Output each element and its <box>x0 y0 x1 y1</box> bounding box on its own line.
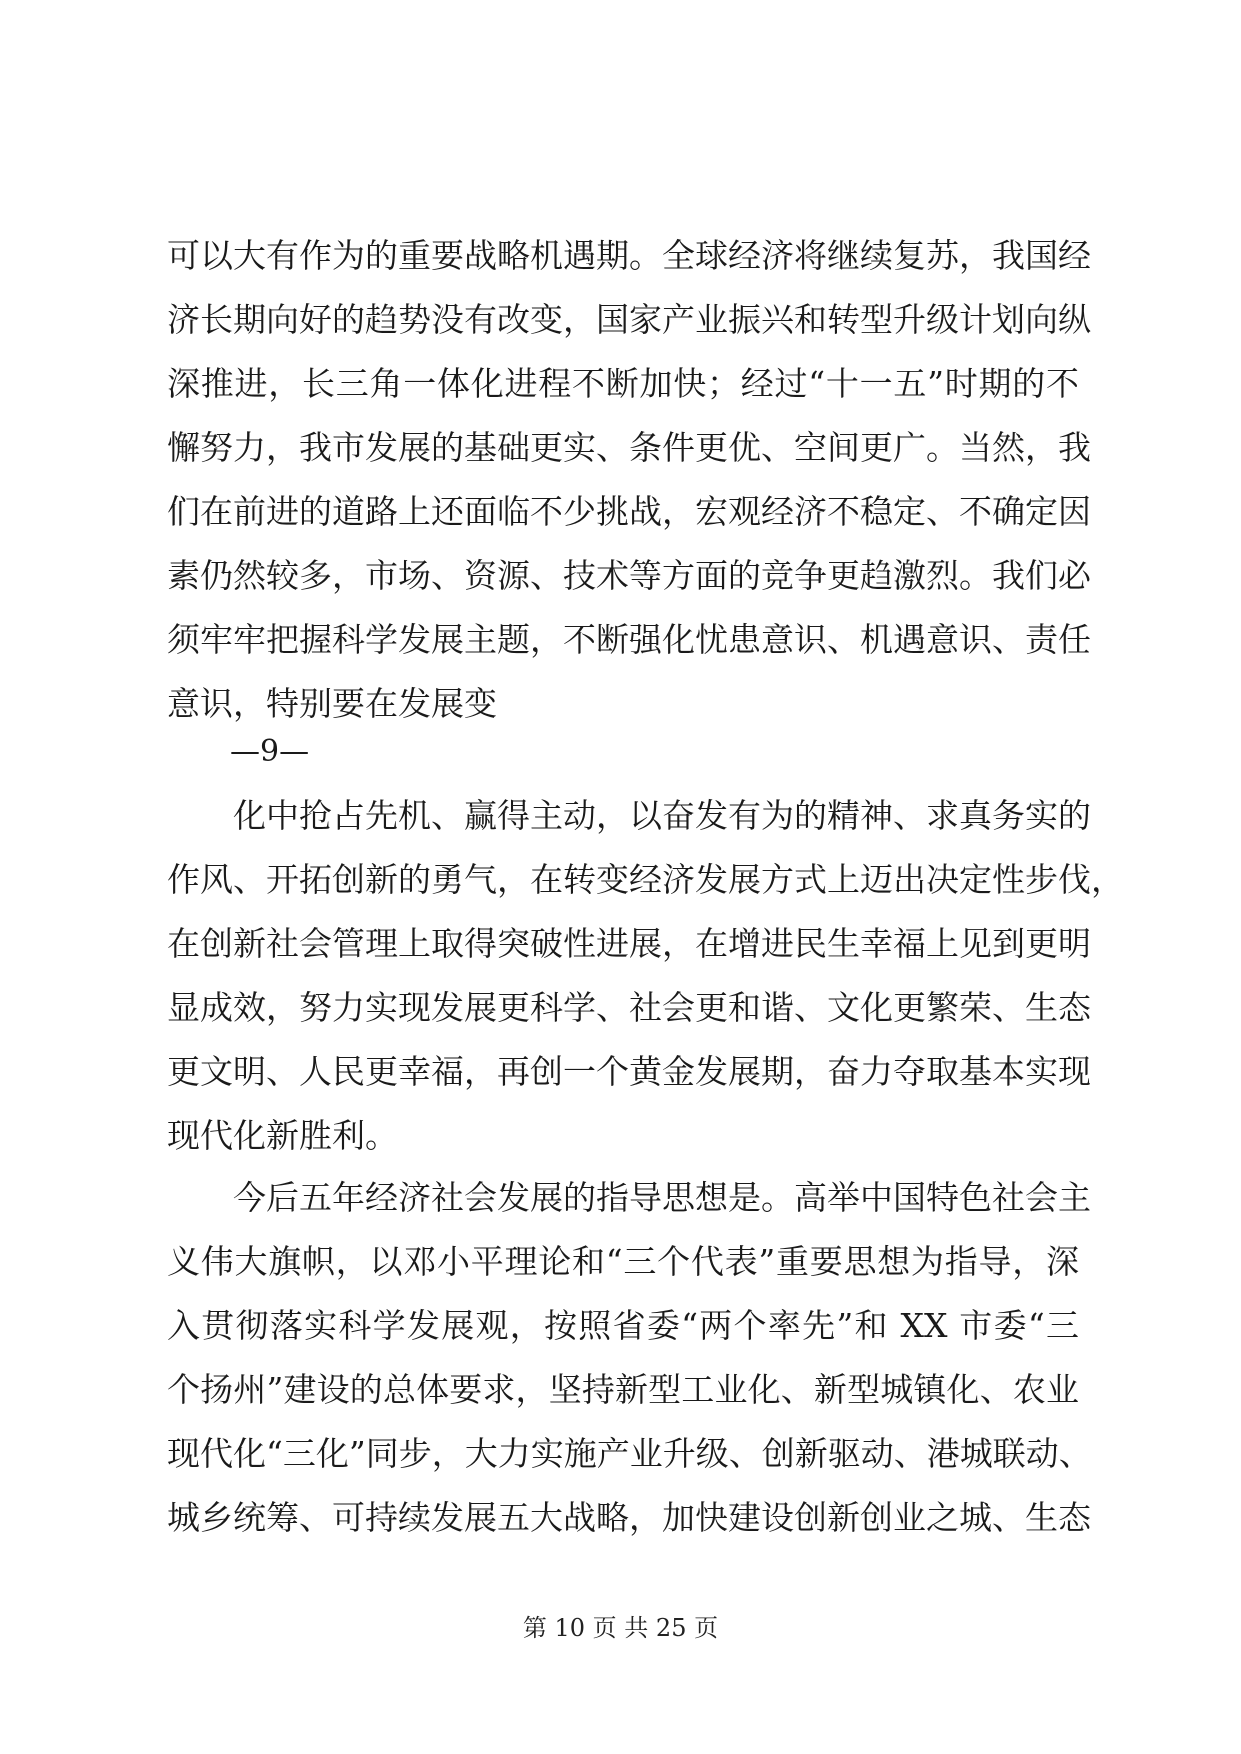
text-line: 个扬州”建设的总体要求，坚持新型工业化、新型城镇化、农业 <box>167 1370 1079 1409</box>
page-footer: 第 10 页 共 25 页 <box>522 1614 719 1642</box>
text-line: 显成效，努力实现发展更科学、社会更和谐、文化更繁荣、生态 <box>167 988 1091 1027</box>
text-line: 作风、开拓创新的勇气，在转变经济发展方式上迈出决定性步伐， <box>167 860 1124 899</box>
text-line: 城乡统筹、可持续发展五大战略，加快建设创新创业之城、生态 <box>167 1498 1091 1537</box>
text-line: 济长期向好的趋势没有改变，国家产业振兴和转型升级计划向纵 <box>167 300 1091 339</box>
text-line: 须牢牢把握科学发展主题，不断强化忧患意识、机遇意识、责任 <box>167 620 1091 659</box>
paragraph-continued <box>167 224 1091 736</box>
paragraph <box>167 784 1124 1168</box>
text-line: 深推进，长三角一体化进程不断加快；经过“十一五”时期的不 <box>167 364 1079 403</box>
text-line: 可以大有作为的重要战略机遇期。全球经济将继续复苏，我国经 <box>167 236 1091 275</box>
text-line: 化中抢占先机、赢得主动，以奋发有为的精神、求真务实的 <box>167 796 1091 835</box>
text-line: 懈努力，我市发展的基础更实、条件更优、空间更广。当然，我 <box>167 428 1091 467</box>
inline-page-number: —9— <box>230 734 310 769</box>
text-line: 现代化新胜利。 <box>167 1116 398 1155</box>
text-line: 素仍然较多，市场、资源、技术等方面的竞争更趋激烈。我们必 <box>167 556 1091 595</box>
text-line: 入贯彻落实科学发展观，按照省委“两个率先”和 XX 市委“三 <box>167 1306 1079 1345</box>
text-line: 们在前进的道路上还面临不少挑战，宏观经济不稳定、不确定因 <box>167 492 1091 531</box>
text-line: 更文明、人民更幸福，再创一个黄金发展期，奋力夺取基本实现 <box>167 1052 1091 1091</box>
text-line: 今后五年经济社会发展的指导思想是。高举中国特色社会主 <box>167 1178 1091 1217</box>
paragraph <box>167 1166 1092 1550</box>
text-line: 在创新社会管理上取得突破性进展，在增进民生幸福上见到更明 <box>167 924 1091 963</box>
text-line: 意识，特别要在发展变 <box>167 684 497 723</box>
text-line: 义伟大旗帜，以邓小平理论和“三个代表”重要思想为指导，深 <box>167 1242 1079 1281</box>
text-line: 现代化“三化”同步，大力实施产业升级、创新驱动、港城联动、 <box>167 1434 1092 1473</box>
